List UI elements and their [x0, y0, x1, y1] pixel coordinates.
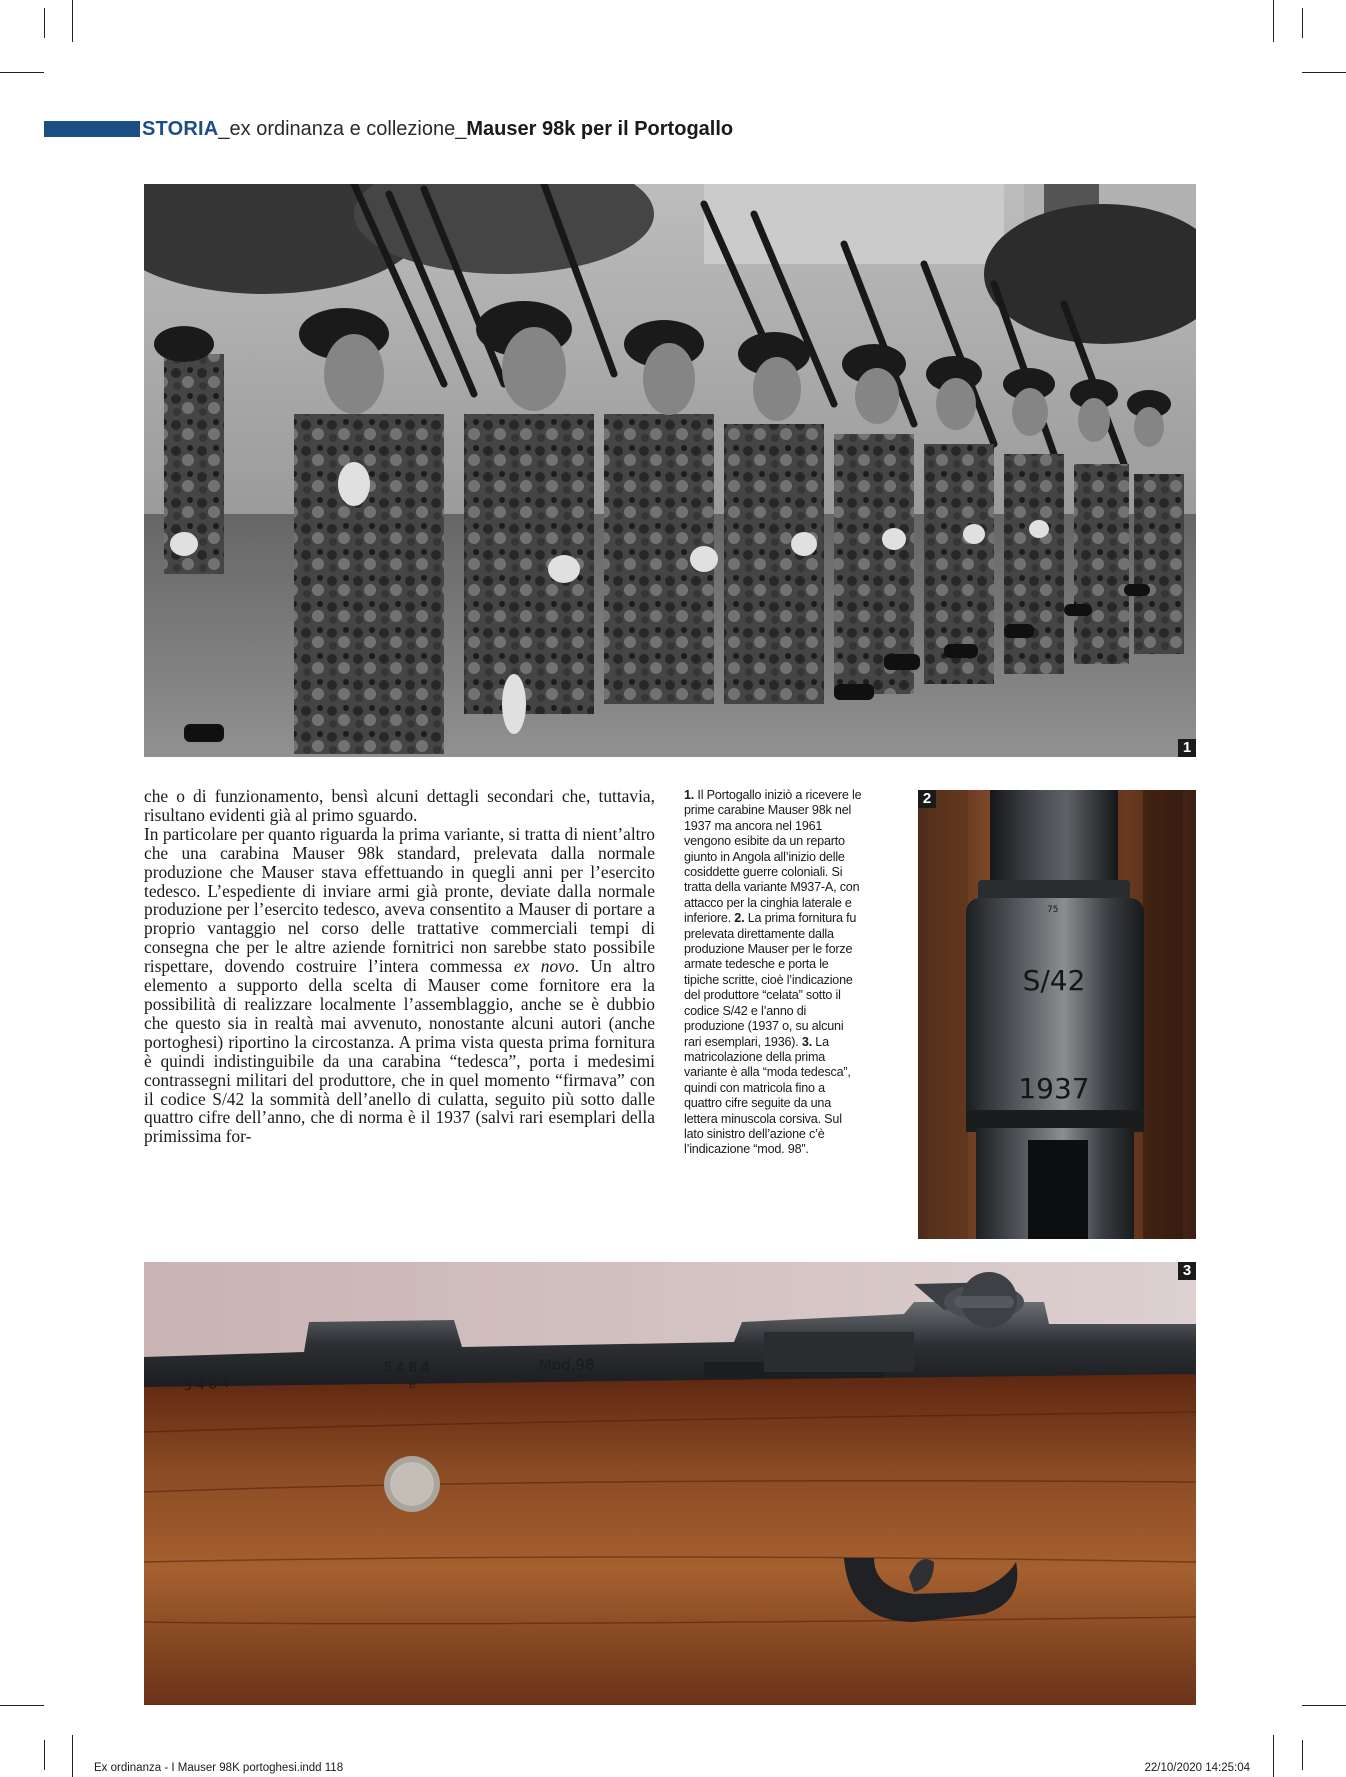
figure-1-number-badge: 1	[1178, 739, 1196, 757]
caption-text-3: La matricolazione della prima variante è alla “moda tedesca”, quindi con matricola fino a quattro cifre seguite da una lettera minuscola corsiva. Sul lato sinistro dell’azione c’è l’indicazione “mod. 98”.	[684, 1034, 851, 1157]
caption-number-3: 3.	[801, 1034, 812, 1049]
footer-file-info: Ex ordinanza - I Mauser 98K portoghesi.indd 118	[94, 1762, 344, 1774]
figure-1-parade-photo	[144, 184, 1196, 757]
crop-mark	[44, 1740, 45, 1770]
section-subtitle: _ex ordinanza e collezione_	[218, 117, 467, 140]
body-text-italic: ex novo	[513, 956, 575, 977]
crop-mark	[72, 1735, 73, 1777]
figure-3-number-badge: 3	[1178, 1262, 1196, 1280]
rifle-serial-marking-left: 5 4 8 4	[183, 1376, 230, 1394]
caption-text-1: Il Portogallo iniziò a ricevere le prime carabine Mauser 98k nel 1937 ma ancora nel 1961 vengono esibite da un reparto giunto in Angola all’inizio delle cosiddette guerre coloniali. Si tratta della variante M937-A, con attacco per la cinghia laterale e inferiore.	[684, 788, 862, 926]
section-label: STORIA	[142, 117, 219, 140]
body-text-run: In particolare per quanto riguarda la prima variante, si tratta di nient’altro che una carabina Mauser 98k standard, prelevata dalla normale produzione che Mauser stava effettuando in quegli anni per l’esercito tedesco. L’espediente di inviare armi già pronte, deviate dalla normale produzione per l’esercito tedesco, aveva consentito a Mauser di portare a proprio vantaggio nel corso delle trattative commerciali tempi di consegna che per le altre aziende fornitrici non sarebbe stato possibile rispettare, dovendo costruire l’intera commessa	[144, 823, 655, 977]
figure-2-receiver-photo	[918, 790, 1196, 1239]
receiver-small-mark: 75	[1047, 905, 1059, 915]
crop-mark	[0, 1705, 44, 1706]
crop-mark	[1273, 1735, 1274, 1777]
rifle-serial-marking-right: 5 4 8 4	[384, 1361, 430, 1376]
body-paragraph: che o di funzionamento, bensì alcuni dettagli secondari che, tuttavia, risultano evidenti già al primo sguardo.	[144, 786, 655, 825]
article-title: Mauser 98k per il Portogallo	[466, 117, 734, 140]
crop-mark	[0, 72, 44, 73]
crop-mark	[1273, 0, 1274, 42]
figure-3-rifle-photo	[144, 1262, 1196, 1705]
figure-captions	[684, 788, 862, 1158]
rifle-model-marking: Mod.98	[539, 1356, 595, 1374]
footer-timestamp: 22/10/2020 14:25:04	[1144, 1762, 1250, 1774]
figure-2-number-badge: 2	[918, 790, 936, 808]
running-header	[44, 118, 733, 140]
body-text-run: . Un altro elemento a supporto della scelta di Mauser come fornitore era la possibilità di realizzare localmente l’assemblaggio, anche se è dubbio che questo sia in realtà mai avvenuto, nonostante alcuni autori (anche portoghesi) riportino la circostanza. A prima vista questa prima fornitura è quindi indistinguibile da una carabina “tedesca”, porta i medesimi contrassegni militari del produttore, che in quel momento “firmava” con il codice S/42 la sommità dell’anello di culatta, seguito più sotto dalle quattro cifre dell’anno, che di norma è il 1937 (salvi rari esemplari della primissima for-	[144, 956, 656, 1147]
section-color-bar	[44, 121, 140, 137]
crop-mark	[1302, 8, 1303, 38]
caption-number-2: 2.	[734, 911, 745, 926]
crop-mark	[1302, 1705, 1346, 1706]
rifle-serial-letter: e	[409, 1377, 417, 1392]
article-body	[144, 787, 655, 1146]
crop-mark	[44, 8, 45, 38]
caption-number-1: 1.	[684, 788, 695, 802]
receiver-code-marking: S/42	[1022, 964, 1086, 997]
crop-mark	[1302, 1740, 1303, 1770]
receiver-year-marking: 1937	[1018, 1072, 1090, 1105]
caption-text-2: La prima fornitura fu prelevata direttamente dalla produzione Mauser per le forze armate tedesche e porta le tipiche scritte, cioè l’indicazione del produttore “celata” sotto il codice S/42 e l’anno di produzione (1937 o, su alcuni rari esemplari, 1936).	[684, 911, 857, 1049]
crop-mark	[72, 0, 73, 42]
crop-mark	[1302, 72, 1346, 73]
body-paragraph	[144, 825, 655, 1146]
